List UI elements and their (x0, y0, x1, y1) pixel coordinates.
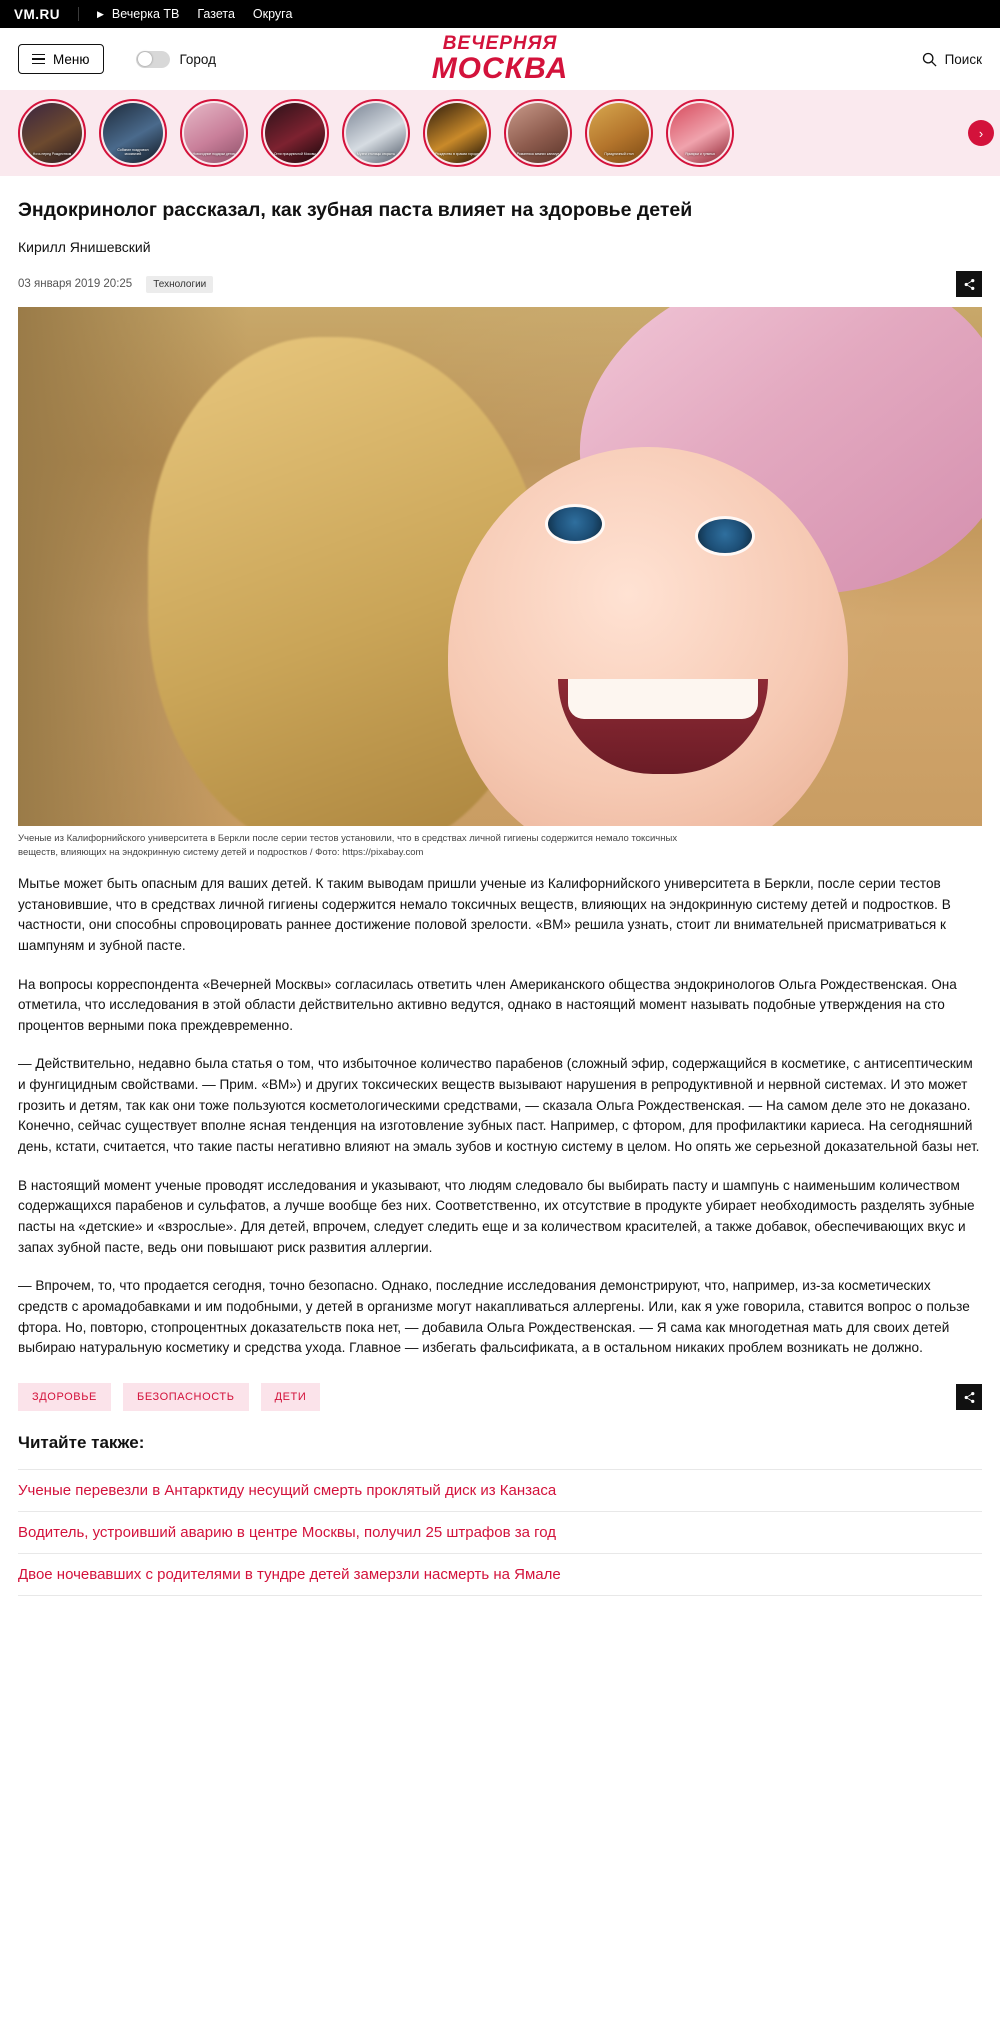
story-item[interactable] (585, 99, 653, 167)
hamburger-icon (32, 54, 45, 65)
brand-logo[interactable] (432, 34, 569, 84)
article-meta (18, 271, 982, 297)
article-hero-image (18, 307, 982, 826)
brand-line-2: МОСКВА (431, 52, 569, 85)
read-also-heading: Читайте также: (18, 1433, 145, 1452)
page-title: Эндокринолог рассказал, как зубная паста влияет на здоровье детей (18, 199, 693, 221)
story-item[interactable] (18, 99, 86, 167)
site-logo[interactable]: VM.RU (14, 6, 60, 22)
story-item[interactable] (342, 99, 410, 167)
story-thumbnail (670, 103, 730, 163)
city-toggle-label: Город (179, 51, 217, 67)
story-thumbnail (22, 103, 82, 163)
article-rubric[interactable]: Технологии (146, 276, 213, 293)
play-icon: ▶ (97, 8, 104, 19)
story-item[interactable] (99, 99, 167, 167)
article-tag[interactable]: ЗДОРОВЬЕ (18, 1383, 111, 1411)
article-paragraph: — Действительно, недавно была статья о том, что избыточное количество парабенов (сложный эфир, содержащийся в косметике, с антисептическим и фунгицидным свойствами. — Прим. «ВМ») и других токсических веществ вызывают нарушения в репродуктивной и нервной системах. И это может грозить и детям, так как они тоже пользуются косметологическими средствами, — сказала Ольга Рождественская. — На самом деле это не доказано. Конечно, сейчас существует вполне ясная тенденция на изготовление зубных паст. Например, с фтором, для профилактики кариеса. На сегодняшний день, кстати, считается, что такие пасты негативно влияют на эмаль зубов и костную систему в целом. Но опять же серьезной доказательной базы нет. (18, 1056, 980, 1155)
story-thumbnail (427, 103, 487, 163)
share-icon (963, 278, 976, 291)
search-button[interactable] (922, 52, 982, 67)
divider (78, 7, 79, 21)
article-image-caption: Ученые из Калифорнийского университета в Беркли после серии тестов установили, что в средствах личной гигиены содержится немало токсичных веществ, влияющих на эндокринную систему детей и подростков / Фото: https://pixabay.com (18, 833, 678, 859)
city-toggle[interactable] (136, 51, 170, 68)
topbar-link-gazeta[interactable]: Газета (197, 7, 235, 21)
topbar-link-vecherka-tv[interactable]: Вечерка ТВ (111, 7, 180, 21)
story-thumbnail (184, 103, 244, 163)
story-caption: Новогодние подарки детям (192, 151, 236, 156)
menu-button-label: Меню (53, 51, 90, 67)
article-paragraph: Мытье может быть опасным для ваших детей. К таким выводам пришли ученые из Калифорнийского университета в Беркли, после серии тестов установившие, что в средствах личной гигиены содержится немало токсичных веществ, влияющих на эндокринную систему детей и подростков. В частности, они способны спровоцировать раннее достижение половой зрелости. «ВМ» решила узнать, стоит ли внимательней присматриваться к шампуням и зубной пасте. (18, 875, 951, 953)
story-caption: Ночь перед Рождеством (32, 151, 72, 156)
read-also-link[interactable]: Водитель, устроивший аварию в центре Москвы, получил 25 штрафов за год (18, 1512, 982, 1554)
story-item[interactable] (180, 99, 248, 167)
read-also-link[interactable]: Ученые перевезли в Антарктиду несущий смерть проклятый диск из Канзаса (18, 1469, 982, 1512)
article-date: 03 января 2019 20:25 (18, 278, 133, 291)
share-icon (963, 1391, 976, 1404)
stories-next-arrow-icon[interactable]: › (968, 120, 994, 146)
search-icon (922, 52, 937, 67)
menu-button[interactable] (18, 44, 104, 74)
topbar-link-okruga[interactable]: Округа (252, 7, 293, 21)
city-toggle-group[interactable] (136, 51, 217, 68)
read-also-link[interactable]: Двое ночевавших с родителями в тундре детей замерзли насмерть на Ямале (18, 1554, 982, 1596)
story-caption: Огни праздничной Москвы (274, 151, 316, 156)
article-tag[interactable]: ДЕТИ (261, 1383, 321, 1411)
story-caption: Ярмарки и гулянья (685, 151, 715, 156)
story-item[interactable] (423, 99, 491, 167)
top-navigation-bar (0, 0, 1000, 28)
stories-strip (0, 90, 1000, 176)
search-label: Поиск (944, 51, 982, 67)
share-button-bottom[interactable] (956, 1384, 982, 1410)
story-thumbnail (589, 103, 649, 163)
article-tags (18, 1383, 982, 1411)
story-thumbnail (346, 103, 406, 163)
story-caption: Музеи столицы открыты (356, 151, 396, 156)
article-content (0, 198, 1000, 1596)
story-thumbnail (265, 103, 325, 163)
share-button-top[interactable] (956, 271, 982, 297)
brand-line-1: ВЕЧЕРНЯЯ (442, 33, 558, 54)
article-paragraph: На вопросы корреспондента «Вечерней Москвы» согласилась ответить член Американского общества эндокринологов Ольга Рождественская. Она отметила, что исследования в этой области действительно активно ведутся, однако в настоящий момент называть подобные утверждения на сто процентов верными пока преждевременно. (18, 976, 957, 1033)
story-thumbnail (508, 103, 568, 163)
article-tag[interactable]: БЕЗОПАСНОСТЬ (123, 1383, 249, 1411)
site-header (0, 28, 1000, 90)
toggle-knob (138, 52, 152, 66)
story-caption: Рождество в храмах города (435, 151, 479, 156)
article-body (18, 874, 982, 1359)
story-item[interactable] (504, 99, 572, 167)
article-paragraph: — Впрочем, то, что продается сегодня, точно безопасно. Однако, последние исследования демонстрируют, что, например, из-за косметических средств с аромадобавками и им подобными, у детей в организме могут накапливаться аллергены. Или, как я уже говорила, ставится вопрос о пользе фтора. Но, повторю, стопроцентных доказательств пока нет, — добавила Ольга Рождественская. — Я сама как многодетная мать для своих детей выбираю натуральную косметику и средства ухода. Главное — избегать фальсификата, а в остальном никаких проблем возникать не должно. (18, 1278, 970, 1356)
hero-teeth (568, 679, 758, 719)
story-caption: Романтика зимних каникул (516, 151, 560, 156)
read-also-list (18, 1469, 982, 1596)
article-author: Кирилл Янишевский (18, 239, 151, 256)
story-item[interactable] (261, 99, 329, 167)
story-thumbnail (103, 103, 163, 163)
story-caption: Собянин поздравил москвичей (117, 147, 149, 156)
article-paragraph: В настоящий момент ученые проводят исследования и указывают, что людям следовало бы выбирать пасту и шампунь с наименьшим количеством содержащихся парабенов и сульфатов, а лучше вообще без них. Соответственно, их отсутствие в продукте убирает необходимость разделять зубные пасты на «детские» и «взрослые». Для детей, впрочем, следует следить еще и за количеством красителей, а также добавок, обеспечивающих вкус и запах зубной пасте, ведь они повышают риск развития аллергии. (18, 1177, 975, 1255)
story-caption: Праздничный стол (604, 151, 634, 156)
story-item[interactable] (666, 99, 734, 167)
